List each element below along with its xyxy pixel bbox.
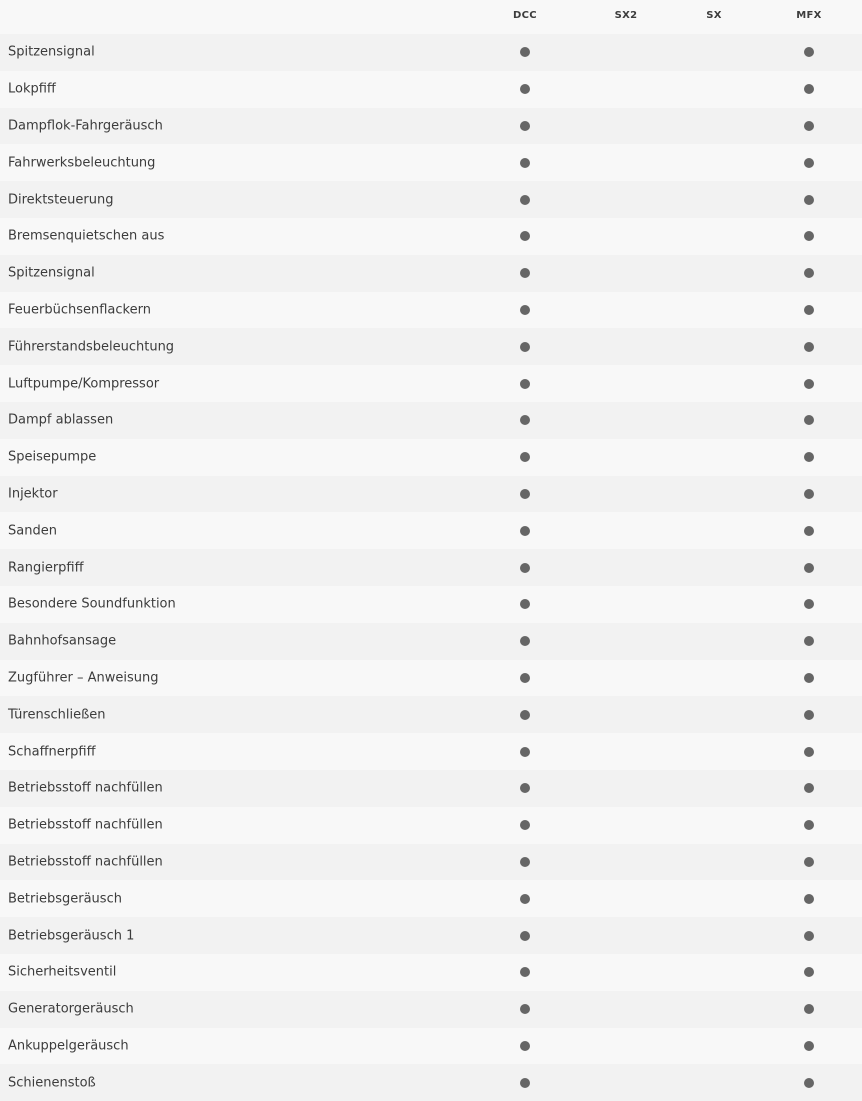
supported-mfx-icon (804, 967, 814, 977)
supported-mfx-icon (804, 857, 814, 867)
table-row (0, 807, 862, 844)
table-header (0, 0, 862, 34)
supported-mfx-icon (804, 599, 814, 609)
supported-dcc-icon (520, 231, 530, 241)
table-row (0, 844, 862, 881)
row-label: Spitzensignal (8, 265, 95, 281)
table-row (0, 439, 862, 476)
row-label: Spitzensignal (8, 44, 95, 60)
supported-dcc-icon (520, 452, 530, 462)
table-row (0, 733, 862, 770)
table-row (0, 660, 862, 697)
column-header-sx2: SX2 (614, 10, 638, 21)
table-row (0, 954, 862, 991)
supported-mfx-icon (804, 268, 814, 278)
supported-mfx-icon (804, 783, 814, 793)
supported-dcc-icon (520, 1004, 530, 1014)
supported-mfx-icon (804, 526, 814, 536)
supported-dcc-icon (520, 857, 530, 867)
supported-dcc-icon (520, 342, 530, 352)
supported-dcc-icon (520, 415, 530, 425)
supported-mfx-icon (804, 415, 814, 425)
supported-mfx-icon (804, 710, 814, 720)
supported-mfx-icon (804, 121, 814, 131)
row-label: Betriebsstoff nachfüllen (8, 780, 163, 796)
column-header-sx: SX (706, 10, 722, 21)
supported-dcc-icon (520, 967, 530, 977)
supported-mfx-icon (804, 231, 814, 241)
row-label: Injektor (8, 486, 58, 502)
supported-mfx-icon (804, 1078, 814, 1088)
row-label: Lokpfiff (8, 81, 56, 97)
table-row (0, 549, 862, 586)
supported-mfx-icon (804, 342, 814, 352)
supported-dcc-icon (520, 894, 530, 904)
supported-mfx-icon (804, 1041, 814, 1051)
supported-mfx-icon (804, 305, 814, 315)
supported-mfx-icon (804, 747, 814, 757)
supported-dcc-icon (520, 673, 530, 683)
row-label: Türenschließen (8, 707, 106, 723)
table-row (0, 402, 862, 439)
row-label: Dampf ablassen (8, 412, 114, 428)
supported-dcc-icon (520, 710, 530, 720)
supported-dcc-icon (520, 47, 530, 57)
table-row (0, 880, 862, 917)
supported-dcc-icon (520, 820, 530, 830)
row-label: Dampflok-Fahrgeräusch (8, 118, 163, 134)
row-label: Sicherheitsventil (8, 964, 117, 980)
supported-dcc-icon (520, 84, 530, 94)
table-row (0, 991, 862, 1028)
supported-mfx-icon (804, 1004, 814, 1014)
table-row (0, 255, 862, 292)
supported-dcc-icon (520, 931, 530, 941)
table-row (0, 1064, 862, 1101)
table-row (0, 1028, 862, 1065)
supported-dcc-icon (520, 1041, 530, 1051)
supported-dcc-icon (520, 636, 530, 646)
row-label: Zugführer – Anweisung (8, 670, 159, 686)
row-label: Schienenstoß (8, 1075, 96, 1091)
supported-mfx-icon (804, 673, 814, 683)
supported-mfx-icon (804, 47, 814, 57)
row-label: Direktsteuerung (8, 192, 114, 208)
table-row (0, 696, 862, 733)
supported-dcc-icon (520, 158, 530, 168)
row-label: Ankuppelgeräusch (8, 1038, 129, 1054)
supported-mfx-icon (804, 636, 814, 646)
supported-mfx-icon (804, 84, 814, 94)
table-row (0, 512, 862, 549)
row-label: Luftpumpe/Kompressor (8, 376, 160, 392)
supported-mfx-icon (804, 452, 814, 462)
table-row (0, 476, 862, 513)
row-label: Feuerbüchsenflackern (8, 302, 151, 318)
supported-dcc-icon (520, 268, 530, 278)
supported-mfx-icon (804, 489, 814, 499)
table-row (0, 328, 862, 365)
supported-dcc-icon (520, 783, 530, 793)
table-row (0, 144, 862, 181)
supported-mfx-icon (804, 563, 814, 573)
table-row (0, 218, 862, 255)
table-body (0, 34, 862, 1101)
supported-dcc-icon (520, 1078, 530, 1088)
supported-dcc-icon (520, 121, 530, 131)
row-label: Sanden (8, 523, 57, 539)
table-row (0, 181, 862, 218)
supported-dcc-icon (520, 379, 530, 389)
supported-dcc-icon (520, 526, 530, 536)
column-header-dcc: DCC (513, 10, 537, 21)
row-label: Rangierpfiff (8, 560, 84, 576)
row-label: Bremsenquietschen aus (8, 228, 165, 244)
supported-mfx-icon (804, 820, 814, 830)
row-label: Führerstandsbeleuchtung (8, 339, 175, 355)
table-row (0, 586, 862, 623)
table-row (0, 292, 862, 329)
supported-dcc-icon (520, 599, 530, 609)
supported-dcc-icon (520, 489, 530, 499)
table-row (0, 34, 862, 71)
row-label: Fahrwerksbeleuchtung (8, 155, 156, 171)
row-label: Schaffnerpfiff (8, 744, 96, 760)
table-row (0, 71, 862, 108)
row-label: Besondere Soundfunktion (8, 596, 176, 612)
table-row (0, 917, 862, 954)
table-row (0, 770, 862, 807)
supported-dcc-icon (520, 747, 530, 757)
row-label: Speisepumpe (8, 449, 97, 465)
row-label: Bahnhofsansage (8, 633, 117, 649)
row-label: Betriebsstoff nachfüllen (8, 854, 163, 870)
table-row (0, 108, 862, 145)
table-row (0, 623, 862, 660)
supported-mfx-icon (804, 158, 814, 168)
supported-mfx-icon (804, 379, 814, 389)
supported-dcc-icon (520, 563, 530, 573)
row-label: Betriebsgeräusch 1 (8, 928, 135, 944)
supported-dcc-icon (520, 305, 530, 315)
row-label: Betriebsgeräusch (8, 891, 122, 907)
supported-mfx-icon (804, 931, 814, 941)
supported-mfx-icon (804, 894, 814, 904)
column-header-mfx: MFX (796, 10, 822, 21)
table-row (0, 365, 862, 402)
row-label: Betriebsstoff nachfüllen (8, 817, 163, 833)
supported-mfx-icon (804, 195, 814, 205)
row-label: Generatorgeräusch (8, 1001, 134, 1017)
supported-dcc-icon (520, 195, 530, 205)
